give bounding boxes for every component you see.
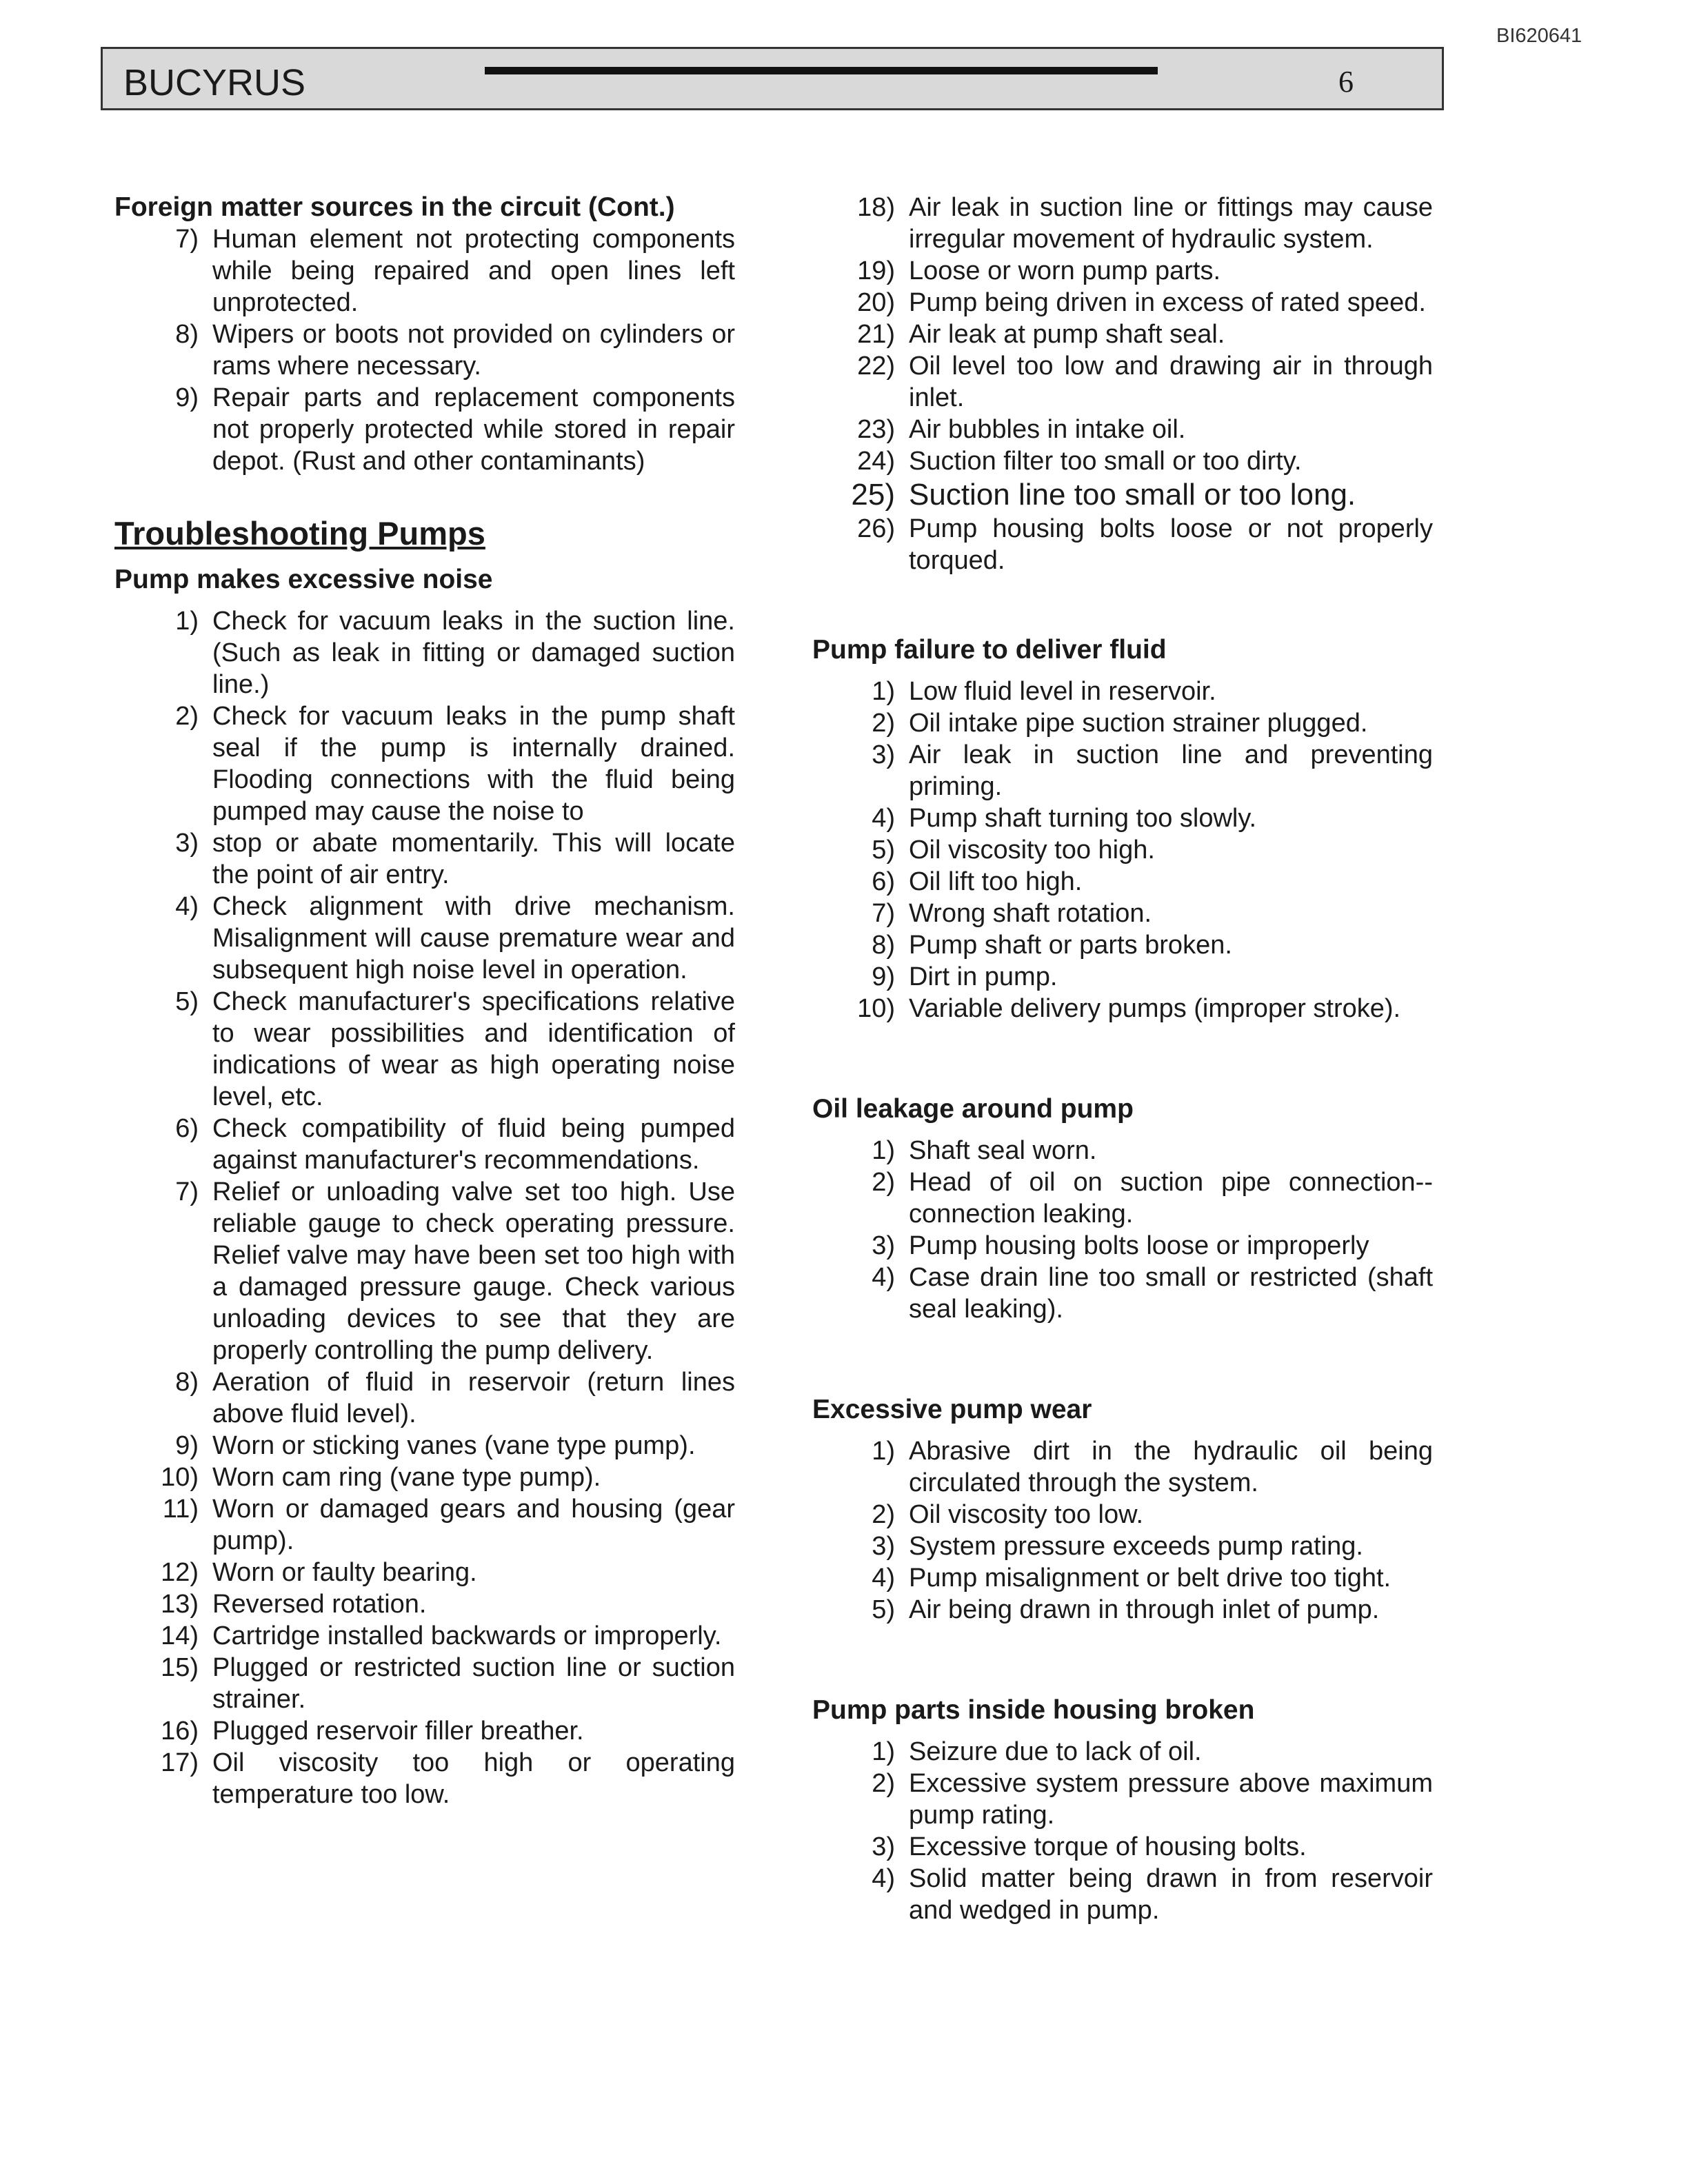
list-item <box>114 1366 735 1430</box>
list-item <box>812 1736 1433 1768</box>
item-number: 6) <box>175 1114 199 1143</box>
item-number: 1) <box>872 1437 895 1466</box>
list-item <box>114 827 735 891</box>
list-item <box>812 1499 1433 1530</box>
item-text: Seizure due to lack of oil. <box>909 1737 1202 1766</box>
item-number: 3) <box>872 1832 895 1861</box>
item-text: Pump misalignment or belt drive too tight. <box>909 1564 1391 1593</box>
list-item <box>812 1562 1433 1594</box>
item-number: 4) <box>175 892 199 921</box>
item-number: 5) <box>872 1595 895 1624</box>
list-item <box>812 1230 1433 1262</box>
list-item <box>114 1462 735 1493</box>
item-text: Relief or unloading valve set too high. Use reliable gauge to check operating pressure. Relief valve may have been set too high with a damaged pressure gauge. Check various unloading devices to see that they are properly controlling the pump delivery. <box>212 1177 735 1365</box>
item-text: stop or abate momentarily. This will locate the point of air entry. <box>212 829 735 889</box>
excessive-noise-title: Pump makes excessive noise <box>114 565 493 594</box>
list-item <box>114 1747 735 1810</box>
header-rule <box>485 67 1158 74</box>
item-text: Loose or worn pump parts. <box>909 256 1221 285</box>
right-column <box>812 192 1433 1926</box>
list-item <box>114 382 735 477</box>
foreign-matter-title: Foreign matter sources in the circuit (Cont.) <box>114 192 675 222</box>
item-text: Excessive system pressure above maximum pump rating. <box>909 1769 1433 1830</box>
item-text: Air bubbles in intake oil. <box>909 415 1186 444</box>
item-text: Oil viscosity too low. <box>909 1500 1143 1529</box>
list-item <box>812 1530 1433 1562</box>
item-text: Pump housing bolts loose or not properly torqued. <box>909 514 1433 575</box>
item-number: 9) <box>872 962 895 991</box>
item-text: Cartridge installed backwards or improperly. <box>212 1621 722 1650</box>
item-number: 10) <box>161 1463 199 1492</box>
list-item <box>812 707 1433 739</box>
item-number: 1) <box>175 607 199 636</box>
item-number: 7) <box>175 225 199 254</box>
item-text: Wipers or boots not provided on cylinders or rams where necessary. <box>212 320 735 381</box>
item-text: Worn or faulty bearing. <box>212 1558 477 1587</box>
item-number: 17) <box>161 1748 199 1777</box>
item-text: Pump shaft or parts broken. <box>909 931 1232 960</box>
list-item <box>812 1262 1433 1325</box>
oil-leakage-title: Oil leakage around pump <box>812 1094 1134 1124</box>
item-text: Air leak in suction line or fittings may cause irregular movement of hydraulic system. <box>909 193 1433 254</box>
list-item <box>812 318 1433 350</box>
item-number: 11) <box>162 1495 199 1524</box>
item-number: 1) <box>872 1737 895 1766</box>
item-number: 2) <box>175 702 199 731</box>
list-item <box>114 223 735 318</box>
list-item <box>114 1652 735 1715</box>
list-item <box>812 1863 1433 1926</box>
list-item <box>812 287 1433 318</box>
excessive-noise-list-continued <box>812 192 1433 576</box>
item-text: Wrong shaft rotation. <box>909 899 1152 928</box>
list-item <box>114 1715 735 1747</box>
list-item <box>812 993 1433 1024</box>
item-text: Head of oil on suction pipe connection-- connection leaking. <box>909 1168 1433 1228</box>
document-id: BI620641 <box>1496 25 1582 47</box>
list-item <box>114 700 735 827</box>
item-text: Variable delivery pumps (improper stroke). <box>909 994 1401 1023</box>
item-number: 8) <box>175 1368 199 1397</box>
item-text: Oil viscosity too high or operating temperature too low. <box>212 1748 735 1809</box>
item-number: 8) <box>872 931 895 960</box>
item-number: 9) <box>175 1431 199 1460</box>
left-column <box>114 192 735 1810</box>
list-item <box>114 605 735 700</box>
foreign-matter-list <box>114 223 735 477</box>
list-item <box>812 477 1433 513</box>
item-number: 8) <box>175 320 199 349</box>
item-text: Air leak at pump shaft seal. <box>909 320 1225 349</box>
list-item <box>812 350 1433 414</box>
item-text: Case drain line too small or restricted (shaft seal leaking). <box>909 1263 1433 1324</box>
item-number: 2) <box>872 709 895 738</box>
list-item <box>812 961 1433 993</box>
item-number: 1) <box>872 677 895 706</box>
item-number: 20) <box>857 288 895 317</box>
item-text: Low fluid level in reservoir. <box>909 677 1216 706</box>
parts-broken-title: Pump parts inside housing broken <box>812 1695 1255 1725</box>
item-number: 4) <box>872 1263 895 1292</box>
list-item <box>812 513 1433 576</box>
item-number: 2) <box>872 1769 895 1798</box>
list-item <box>812 1831 1433 1863</box>
item-text: Check manufacturer's specifications relative to wear possibilities and identification of indications of wear as high operating noise level, etc. <box>212 987 735 1111</box>
list-item <box>812 1166 1433 1230</box>
list-item <box>114 1620 735 1652</box>
item-text: Shaft seal worn. <box>909 1136 1097 1165</box>
failure-to-deliver-title: Pump failure to deliver fluid <box>812 635 1167 665</box>
item-number: 26) <box>857 514 895 543</box>
excessive-wear-title: Excessive pump wear <box>812 1395 1092 1424</box>
list-item <box>812 1435 1433 1499</box>
item-number: 22) <box>857 352 895 381</box>
item-text: Check for vacuum leaks in the pump shaft seal if the pump is internally drained. Flooding connections with the fluid being pumped may cause the noise to <box>212 702 735 826</box>
item-text: Abrasive dirt in the hydraulic oil being circulated through the system. <box>909 1437 1433 1497</box>
list-item <box>114 1176 735 1366</box>
troubleshooting-pumps-heading: Troubleshooting Pumps <box>114 515 485 552</box>
item-text: Pump housing bolts loose or improperly <box>909 1231 1369 1260</box>
item-text: Plugged reservoir filler breather. <box>212 1717 584 1746</box>
list-item <box>114 1430 735 1462</box>
item-number: 2) <box>872 1500 895 1529</box>
item-text: Worn cam ring (vane type pump). <box>212 1463 601 1492</box>
item-text: Pump shaft turning too slowly. <box>909 804 1257 833</box>
item-number: 4) <box>872 1864 895 1893</box>
list-item <box>812 1135 1433 1166</box>
list-item <box>812 255 1433 287</box>
list-item <box>812 445 1433 477</box>
list-item <box>812 676 1433 707</box>
excessive-noise-list <box>114 605 735 1810</box>
list-item <box>812 739 1433 802</box>
oil-leakage-list <box>812 1135 1433 1325</box>
item-text: Check compatibility of fluid being pumped against manufacturer's recommendations. <box>212 1114 735 1175</box>
item-number: 12) <box>161 1558 199 1587</box>
item-text: Oil intake pipe suction strainer plugged. <box>909 709 1368 738</box>
excessive-wear-list <box>812 1435 1433 1626</box>
list-item <box>114 318 735 382</box>
item-text: Oil lift too high. <box>909 867 1083 896</box>
item-number: 7) <box>872 899 895 928</box>
item-text: Check for vacuum leaks in the suction line. (Such as leak in fitting or damaged suction line.) <box>212 607 735 699</box>
page-header <box>101 47 1444 110</box>
item-text: Solid matter being drawn in from reservoir and wedged in pump. <box>909 1864 1433 1925</box>
item-text: Repair parts and replacement components not properly protected while stored in repair depot. (Rust and other contaminants) <box>212 383 735 476</box>
item-number: 16) <box>161 1717 199 1746</box>
list-item <box>114 986 735 1113</box>
list-item <box>812 1768 1433 1831</box>
failure-to-deliver-list <box>812 676 1433 1024</box>
item-number: 3) <box>872 1532 895 1561</box>
item-number: 5) <box>872 836 895 865</box>
item-number: 1) <box>872 1136 895 1165</box>
item-number: 14) <box>161 1621 199 1650</box>
item-number: 6) <box>872 867 895 896</box>
item-text: Air being drawn in through inlet of pump. <box>909 1595 1380 1624</box>
item-text: Pump being driven in excess of rated speed. <box>909 288 1426 317</box>
item-number: 23) <box>857 415 895 444</box>
item-text: Dirt in pump. <box>909 962 1058 991</box>
item-number: 7) <box>175 1177 199 1206</box>
item-text: Plugged or restricted suction line or suction strainer. <box>212 1653 735 1714</box>
item-number: 24) <box>857 447 895 476</box>
item-number: 3) <box>872 1231 895 1260</box>
list-item <box>812 1594 1433 1626</box>
list-item <box>812 834 1433 866</box>
brand-name: BUCYRUS <box>123 62 306 103</box>
item-number: 3) <box>872 740 895 769</box>
item-number: 5) <box>175 987 199 1016</box>
list-item <box>812 414 1433 445</box>
list-item <box>812 192 1433 255</box>
item-number: 4) <box>872 1564 895 1593</box>
item-number: 9) <box>175 383 199 412</box>
list-item <box>114 1588 735 1620</box>
item-text: Suction filter too small or too dirty. <box>909 447 1302 476</box>
item-number: 25) <box>851 478 895 512</box>
parts-broken-list <box>812 1736 1433 1926</box>
item-number: 3) <box>175 829 199 858</box>
item-text: Excessive torque of housing bolts. <box>909 1832 1307 1861</box>
item-number: 19) <box>857 256 895 285</box>
item-text: Worn or damaged gears and housing (gear pump). <box>212 1495 735 1555</box>
item-number: 4) <box>872 804 895 833</box>
list-item <box>114 1557 735 1588</box>
list-item <box>114 1113 735 1176</box>
item-text: Worn or sticking vanes (vane type pump). <box>212 1431 696 1460</box>
list-item <box>114 1493 735 1557</box>
item-number: 10) <box>857 994 895 1023</box>
item-number: 21) <box>857 320 895 349</box>
list-item <box>812 898 1433 929</box>
item-number: 15) <box>161 1653 199 1682</box>
item-text: Oil viscosity too high. <box>909 836 1155 865</box>
item-text: Suction line too small or too long. <box>909 478 1356 512</box>
list-item <box>114 891 735 986</box>
item-text: System pressure exceeds pump rating. <box>909 1532 1363 1561</box>
item-text: Oil level too low and drawing air in through inlet. <box>909 352 1433 412</box>
item-number: 13) <box>161 1590 199 1619</box>
page-number: 6 <box>1338 65 1354 99</box>
item-number: 18) <box>857 193 895 222</box>
item-text: Reversed rotation. <box>212 1590 427 1619</box>
list-item <box>812 929 1433 961</box>
item-text: Aeration of fluid in reservoir (return lines above fluid level). <box>212 1368 735 1428</box>
item-text: Air leak in suction line and preventing priming. <box>909 740 1433 801</box>
list-item <box>812 802 1433 834</box>
item-text: Check alignment with drive mechanism. Misalignment will cause premature wear and subsequent high noise level in operation. <box>212 892 735 984</box>
item-text: Human element not protecting components while being repaired and open lines left unprotected. <box>212 225 735 317</box>
item-number: 2) <box>872 1168 895 1197</box>
list-item <box>812 866 1433 898</box>
